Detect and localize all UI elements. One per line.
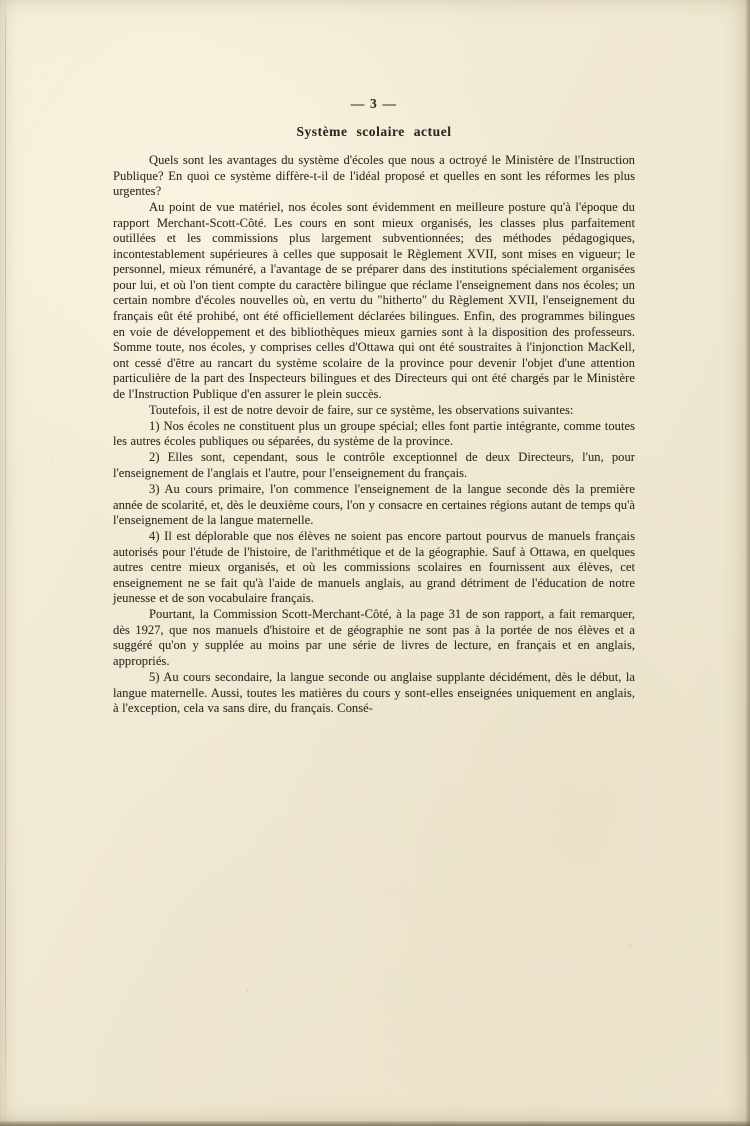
page-right-edge-shadow — [746, 0, 750, 1126]
paragraph: Toutefois, il est de notre devoir de faire, sur ce système, les observations suivantes: — [149, 402, 574, 417]
paragraph: Quels sont les avantages du système d'écoles que nous a octroyé le Ministère de l'Instruction Publique? En quoi ce système diffère-t-il de l'idéal proposé et quelles en sont les réformes les plus urgentes? — [113, 153, 635, 199]
paragraph: Au point de vue matériel, nos écoles sont évidemment en meilleure posture qu'à l'époque du rapport Merchant-Scott-Côté. Les cours en sont mieux organisés, les classes plus parfaitement outillées et les commissions plus largement subventionnées; des méthodes pédagogiques, incontestablement supérieures à celles que supposait le Règlement XVII, sont mises en vigueur; le personnel, mieux rémunéré, a l'avantage de se préparer dans des institutions spécialement organisées pour lui, et où l'on tient compte du caractère bilingue que réclame l'enseignement dans nos écoles; un certain nombre d'écoles nouvelles où, en vertu du "hitherto" du Règlement XVII, l'enseignement du français eût été prohibé, ont été officiellement déclarées bilingues. Enfin, des programmes bilingues en voie de développement et des bibliothèques mieux garnies sont à la disposition des professeurs. Somme toute, nos écoles, y comprises celles d'Ottawa qui ont été soustraites à l'injonction MacKell, ont cessé d'être au rancart du système scolaire de la province pour devenir l'objet d'une attention particulière de la part des Inspecteurs bilingues et des Directeurs qui ont été chargés par le Ministère de l'Instruction Publique d'en assurer le plein succès. — [113, 200, 635, 401]
body-text — [113, 153, 635, 717]
numbered-item-2: 2) Elles sont, cependant, sous le contrôle exceptionnel de deux Directeurs, l'un, pour l'enseignement de l'anglais et l'autre, pour l'enseignement du français. — [113, 450, 635, 480]
page-content — [113, 96, 635, 717]
numbered-item-1: 1) Nos écoles ne constituent plus un groupe spécial; elles font partie intégrante, comme toutes les autres écoles publiques ou séparées, du système de la province. — [113, 418, 635, 449]
numbered-item-3: 3) Au cours primaire, l'on commence l'enseignement de la langue seconde dès la première année de scolarité, et, dès le deuxième cours, l'on y consacre en certaines régions autant de temps qu'à l'enseignement de la langue maternelle. — [113, 481, 635, 528]
page-bottom-edge-shadow — [0, 1121, 750, 1126]
page-title: Système scolaire actuel — [296, 124, 452, 139]
paragraph: Pourtant, la Commission Scott-Merchant-Côté, à la page 31 de son rapport, a fait remarquer, dès 1927, que nos manuels d'histoire et de géographie ne sont pas à la portée de nos élèves et a suggéré qu'on y supplée au moins par une série de livres de lecture, en français et en anglais, appropriés. — [113, 607, 635, 668]
page-number: — 3 — — [350, 96, 398, 111]
numbered-item-4: 4) Il est déplorable que nos élèves ne soient pas encore partout pourvus de manuels français autorisés pour l'étude de l'histoire, de l'arithmétique et de la géographie. Sauf à Ottawa, en quelques autres centre mieux organisés, et où les commissions scolaires en fournissent aux élèves, cet enseignement ne se fait qu'à l'aide de manuels anglais, au grand détriment de l'éducation de notre jeunesse et de son vocabulaire français. — [113, 529, 635, 606]
numbered-item-5: 5) Au cours secondaire, la langue seconde ou anglaise supplante décidément, dès le début, la langue maternelle. Aussi, toutes les matières du cours y sont-elles enseignées uniquement en anglais, à l'exception, cela va sans dire, du français. Consé- — [113, 670, 635, 716]
